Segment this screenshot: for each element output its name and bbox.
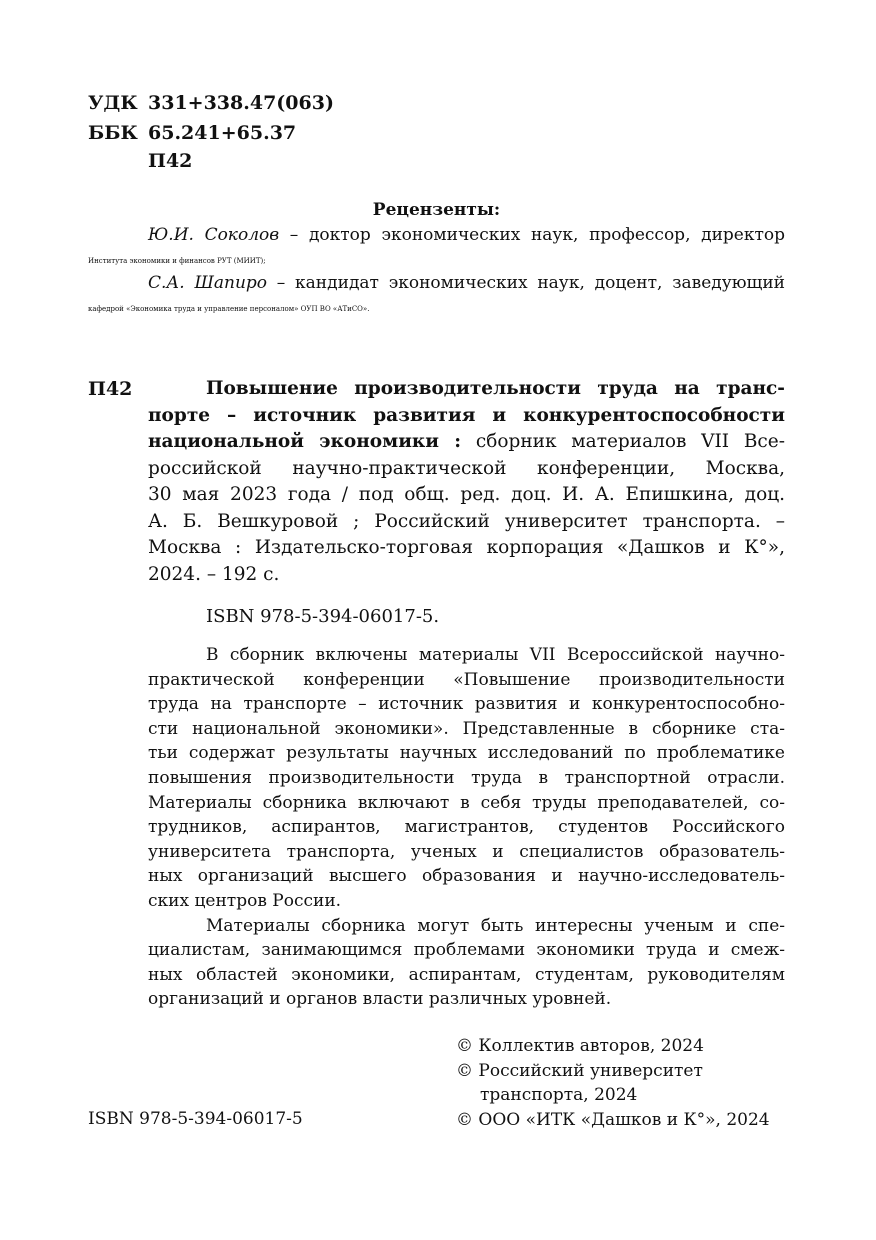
abstract-p1-line: ных организаций высшего образования и научно-исследователь- (148, 866, 785, 887)
abstract-p1-line: В сборник включены материалы VII Всероссийской научно- (206, 645, 785, 665)
bbk-value: 65.241+65.37 (148, 122, 297, 144)
bbk-label: ББК (88, 122, 138, 144)
reviewer-1-name: Ю.И. Соколов (148, 225, 280, 245)
udk-label: УДК (88, 92, 138, 114)
copyright-publisher: © ООО «ИТК «Дашков и К°», 2024 (456, 1109, 770, 1130)
reviewer-1-desc-1: – доктор экономических наук, профессор, директор (279, 225, 786, 245)
abstract (148, 643, 785, 1012)
author-code: П42 (148, 150, 193, 172)
entry-title-line-3: национальной экономики : (148, 431, 462, 452)
reviewers-title: Рецензенты: (372, 200, 501, 220)
bbk-line (88, 118, 296, 148)
entry-line-8: 2024. – 192 с. (148, 563, 280, 585)
abstract-p1-line: повышения производительности труда в транспортной отрасли. (148, 767, 785, 788)
entry-line-6: А. Б. Вешкуровой ; Российский университет транспорта. – (148, 510, 785, 532)
copyright-university-cont: транспорта, 2024 (480, 1085, 638, 1106)
copyright-authors: © Коллектив авторов, 2024 (456, 1036, 704, 1056)
abstract-p1-line: труда на транспорте – источник развития и конкурентоспособно- (148, 694, 785, 715)
entry-line-3-rest: сборник материалов VII Все- (461, 431, 785, 452)
entry-line-4: российской научно-практической конференции, Москва, (148, 457, 785, 479)
entry-code: П42 (88, 378, 133, 400)
abstract-p2-line: ных областей экономики, аспирантам, студентам, руководителям (148, 964, 785, 985)
reviewer-1-desc-2: Института экономики и финансов РУТ (МИИТ); (88, 257, 266, 265)
abstract-p1-line: трудников, аспирантов, магистрантов, студентов Российского (148, 817, 785, 838)
abstract-p1-line: практической конференции «Повышение производительности (148, 669, 785, 690)
udk-line (88, 88, 334, 118)
abstract-p1-line: университета транспорта, ученых и специалистов образователь- (148, 841, 785, 862)
entry-line-7: Москва : Издательско-торговая корпорация «Дашков и К°», (148, 537, 785, 558)
abstract-p1-line: тьи содержат результаты научных исследований по проблематике (148, 743, 785, 764)
abstract-p1-line: сти национальной экономики». Представленные в сборнике ста- (148, 718, 785, 739)
reviewer-2-name: С.А. Шапиро (148, 273, 268, 293)
abstract-p2-line: циалистам, занимающимся проблемами экономики труда и смеж- (148, 940, 785, 961)
entry-isbn: ISBN 978-5-394-06017-5. (206, 606, 440, 627)
copyright-block (456, 1034, 770, 1132)
entry-title-line-2: порте – источник развития и конкурентоспособности (148, 404, 785, 426)
abstract-p2-line: Материалы сборника могут быть интересны ученым и спе- (206, 915, 785, 936)
reviewer-2 (88, 270, 785, 322)
copyright-university: © Российский университет (456, 1060, 703, 1081)
entry-line-5: 30 мая 2023 года / под общ. ред. доц. И. А. Епишкина, доц. (148, 484, 785, 505)
abstract-p1-line: ских центров России. (148, 890, 342, 911)
entry-title-line-1: Повышение производительности труда на транс- (206, 378, 785, 399)
reviewer-1 (88, 222, 786, 274)
udk-value: 331+338.47(063) (148, 92, 334, 114)
reviewer-2-desc-1: – кандидат экономических наук, доцент, заведующий (267, 273, 785, 293)
abstract-p1-line: Материалы сборника включают в себя труды преподавателей, со- (148, 792, 785, 813)
abstract-p2-line: организаций и органов власти различных уровней. (148, 989, 612, 1010)
reviewer-2-desc-2: кафедрой «Экономика труда и управление персоналом» ОУП ВО «АТиСО». (88, 305, 370, 313)
bottom-isbn: ISBN 978-5-394-06017-5 (88, 1109, 303, 1129)
bibliographic-entry (148, 376, 785, 588)
